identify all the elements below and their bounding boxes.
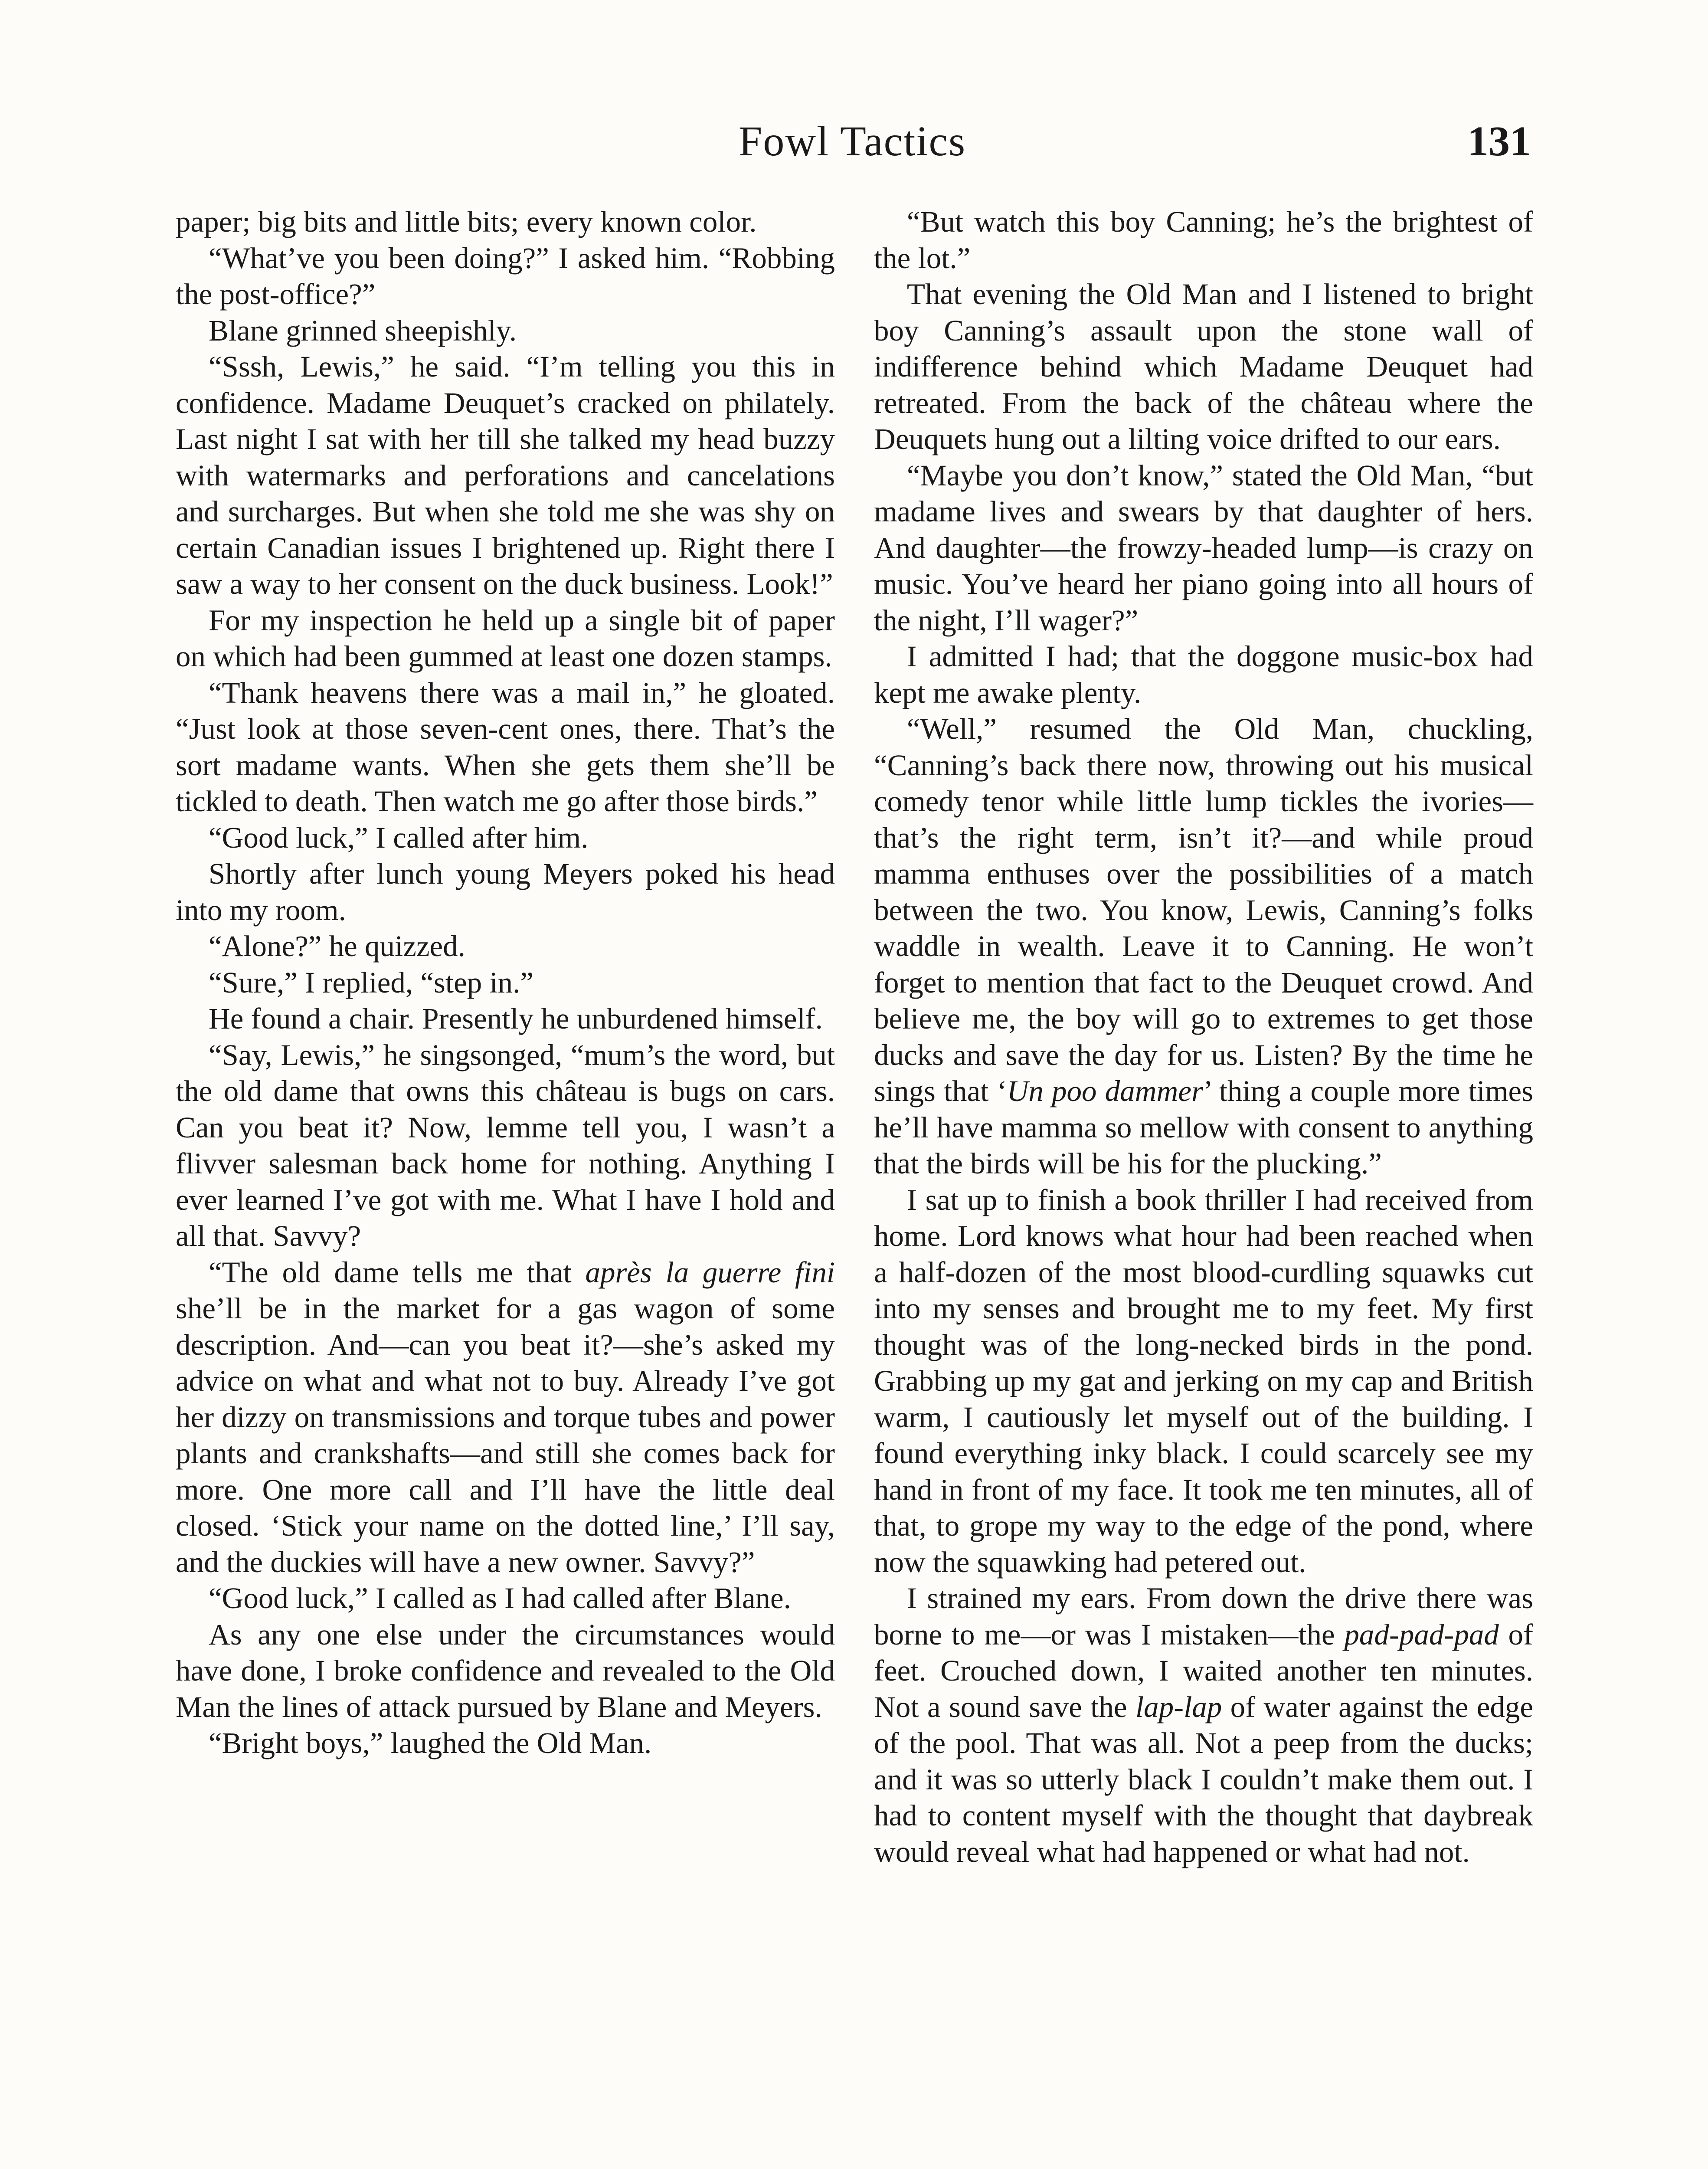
text-run: of water against the edge of the pool. That was all. Not a peep from the ducks; and it was so utterly black I couldn’t make them out. I had to content myself with the thought that daybreak would reveal what had happened or what had not. xyxy=(874,1690,1533,1868)
paragraph xyxy=(176,928,835,965)
paragraph xyxy=(176,240,835,313)
paragraph xyxy=(176,1725,835,1762)
text-run: “Sssh, Lewis,” he said. “I’m telling you this in confidence. Madame Deuquet’s cracked on philately. Last night I sat with her till she talked my head buzzy with watermarks and perforations and cancelations and surcharges. But when she told me she was shy on certain Canadian issues I brightened up. Right there I saw a way to her consent on the duck business. Look!” xyxy=(176,350,835,600)
text-run: Shortly after lunch young Meyers poked his head into my room. xyxy=(176,857,835,927)
text-run: I admitted I had; that the doggone music-box had kept me awake plenty. xyxy=(874,640,1533,709)
text-run: “The old dame tells me that xyxy=(208,1255,586,1289)
paragraph xyxy=(176,856,835,928)
paragraph xyxy=(176,1037,835,1255)
page-header xyxy=(173,117,1531,174)
text-run: “But watch this boy Canning; he’s the brightest of the lot.” xyxy=(874,205,1533,275)
text-run: Blane grinned sheepishly. xyxy=(208,314,517,347)
italic-text: après la guerre fini xyxy=(585,1255,835,1289)
text-run: “Bright boys,” laughed the Old Man. xyxy=(208,1727,652,1759)
text-run: For my inspection he held up a single bit of paper on which had been gummed at least one dozen stamps. xyxy=(176,603,835,673)
paragraph xyxy=(176,965,835,1001)
paragraph xyxy=(176,313,835,349)
text-run: paper; big bits and little bits; every known color. xyxy=(176,205,757,238)
paragraph xyxy=(874,458,1533,639)
paragraph xyxy=(176,820,835,856)
text-run: “Good luck,” I called as I had called after Blane. xyxy=(208,1582,791,1615)
paragraph xyxy=(874,204,1533,276)
paragraph xyxy=(176,675,835,820)
text-run: He found a chair. Presently he unburdened himself. xyxy=(208,1002,823,1035)
italic-text: lap-lap xyxy=(1135,1690,1222,1723)
paragraph xyxy=(176,603,835,675)
text-run: “Alone?” he quizzed. xyxy=(208,930,465,963)
text-run: “Say, Lewis,” he singsonged, “mum’s the word, but the old dame that owns this château is bugs on cars. Can you beat it? Now, lemme tell you, I wasn’t a flivver salesman back home for nothing. Anything I ever learned I’ve got with me. What I have I hold and all that. Savvy? xyxy=(176,1038,835,1252)
paragraph xyxy=(176,1255,835,1581)
paragraph xyxy=(874,711,1533,1182)
paragraph xyxy=(874,1182,1533,1581)
text-run: As any one else under the circumstances would have done, I broke confidence and revealed to the Old Man the lines of attack pursued by Blane and Meyers. xyxy=(176,1618,835,1723)
text-run: of feet. Crouched down, I waited another ten minutes. Not a sound save the xyxy=(874,1618,1533,1723)
right-column xyxy=(874,204,1533,1870)
text-run: “Sure,” I replied, “step in.” xyxy=(208,966,533,999)
paragraph xyxy=(874,639,1533,711)
text-run: That evening the Old Man and I listened to bright boy Canning’s assault upon the stone wall of indifference behind which Madame Deuquet had retreated. From the back of the château where the Deuquets hung out a lilting voice drifted to our ears. xyxy=(874,278,1533,455)
text-run: I strained my ears. From down the drive there was borne to me—or was I mistaken—the xyxy=(874,1582,1533,1651)
left-column xyxy=(176,204,835,1762)
italic-text: Un poo dammer xyxy=(1007,1075,1203,1107)
text-run: “What’ve you been doing?” I asked him. “Robbing the post-office?” xyxy=(176,241,835,311)
text-run: ’ thing a couple more times he’ll have mamma so mellow with consent to anything that the birds will be his for the plucking.” xyxy=(874,1075,1533,1180)
paragraph xyxy=(176,1617,835,1726)
text-run: “Maybe you don’t know,” stated the Old Man, “but madame lives and swears by that daughter of hers. And daughter—the frowzy-headed lump—is crazy on music. You’ve heard her piano going into all hours of the night, I’ll wager?” xyxy=(874,459,1533,637)
text-run: she’ll be in the market for a gas wagon of some description. And—can you beat it?—she’s asked my advice on what and what not to buy. Already I’ve got her dizzy on transmissions and torque tubes and power plants and crankshafts—and still she comes back for more. One more call and I’ll have the little deal closed. ‘Stick your name on the dotted line,’ I’ll say, and the duckies will have a new owner. Savvy?” xyxy=(176,1292,835,1579)
page-number: 131 xyxy=(1467,118,1531,165)
text-run: “Thank heavens there was a mail in,” he gloated. “Just look at those seven-cent ones, there. That’s the sort madame wants. When she gets them she’ll be tickled to death. Then watch me go after those birds.” xyxy=(176,676,835,818)
text-run: I sat up to finish a book thriller I had received from home. Lord knows what hour had been reached when a half-dozen of the most blood-curdling squawks cut into my senses and brought me to my feet. My first thought was of the long-necked birds in the pond. Grabbing up my gat and jerking on my cap and British warm, I cautiously let myself out of the building. I found everything inky black. I could scarcely see my hand in front of my face. It took me ten minutes, all of that, to grope my way to the edge of the pond, where now the squawking had petered out. xyxy=(874,1183,1533,1579)
paragraph xyxy=(176,1001,835,1037)
paragraph xyxy=(176,349,835,603)
text-run: “Well,” resumed the Old Man, chuckling, “Canning’s back there now, throwing out his musical comedy tenor while little lump tickles the ivories—that’s the right term, isn’t it?—and while proud mamma enthuses over the possibilities of a match between the two. You know, Lewis, Canning’s folks waddle in wealth. Leave it to Canning. He won’t forget to mention that fact to the Deuquet crowd. And believe me, the boy will go to extremes to get those ducks and save the day for us. Listen? By the time he sings that ‘ xyxy=(874,712,1533,1107)
paragraph xyxy=(874,1580,1533,1870)
paragraph xyxy=(176,204,835,240)
italic-text: pad-pad-pad xyxy=(1344,1618,1499,1651)
paragraph xyxy=(874,276,1533,458)
paragraph xyxy=(176,1580,835,1617)
text-run: “Good luck,” I called after him. xyxy=(208,821,589,854)
running-head: Fowl Tactics xyxy=(738,118,966,165)
